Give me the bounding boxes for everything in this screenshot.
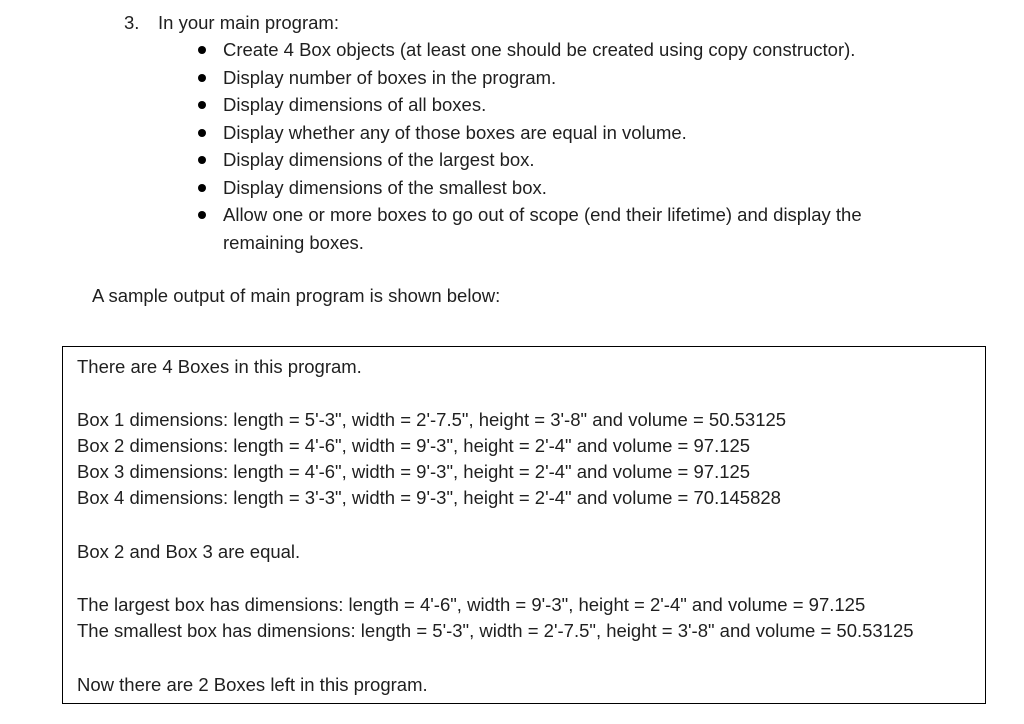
list-item <box>190 119 930 147</box>
list-item <box>190 174 930 202</box>
bullet-icon <box>198 156 206 164</box>
list-item <box>190 146 930 174</box>
bullet-icon <box>198 46 206 54</box>
bullet-icon <box>198 101 206 109</box>
bullet-icon <box>198 129 206 137</box>
list-item <box>190 91 930 119</box>
box-count-line: There are 4 Boxes in this program. <box>77 356 362 377</box>
bullet-icon <box>198 184 206 192</box>
remaining-boxes-line: Now there are 2 Boxes left in this program. <box>77 674 428 695</box>
list-item-text: Create 4 Box objects (at least one should be created using copy constructor). <box>223 39 856 60</box>
box-dimensions-line: Box 2 dimensions: length = 4'-6", width = 9'-3", height = 2'-4" and volume = 97.125 <box>77 435 751 456</box>
list-item-text: Allow one or more boxes to go out of scope (end their lifetime) and display the remaining boxes. <box>223 204 862 253</box>
list-item-text: Display dimensions of the smallest box. <box>223 176 547 198</box>
box-dimensions-line: Box 1 dimensions: length = 5'-3", width = 2'-7.5", height = 3'-8" and volume = 50.53125 <box>77 409 787 430</box>
bullet-icon <box>198 211 206 219</box>
largest-box-line: The largest box has dimensions: length = 4'-6", width = 9'-3", height = 2'-4" and volume = 97.125 <box>77 594 866 615</box>
list-item-text: Display number of boxes in the program. <box>223 66 557 88</box>
step-number: 3. <box>124 12 140 33</box>
list-item <box>190 64 930 92</box>
sample-output-intro: A sample output of main program is shown below: <box>92 285 501 306</box>
step-heading <box>124 9 339 36</box>
sample-output-box <box>62 346 986 704</box>
equal-boxes-line: Box 2 and Box 3 are equal. <box>77 541 301 562</box>
box-dimensions-line: Box 3 dimensions: length = 4'-6", width = 9'-3", height = 2'-4" and volume = 97.125 <box>77 461 751 482</box>
list-item <box>190 36 930 64</box>
list-item-text: Display dimensions of all boxes. <box>223 94 487 115</box>
step-title: In your main program: <box>158 12 339 33</box>
smallest-box-line: The smallest box has dimensions: length = 5'-3", width = 2'-7.5", height = 3'-8" and volume = 50.53125 <box>77 620 914 641</box>
bullet-icon <box>198 74 206 82</box>
list-item-text: Display whether any of those boxes are equal in volume. <box>223 121 687 143</box>
box-dimensions-line: Box 4 dimensions: length = 3'-3", width = 9'-3", height = 2'-4" and volume = 70.145828 <box>77 487 781 508</box>
list-item-text: Display dimensions of the largest box. <box>223 149 535 170</box>
list-item <box>190 201 930 256</box>
requirements-list <box>190 36 930 256</box>
